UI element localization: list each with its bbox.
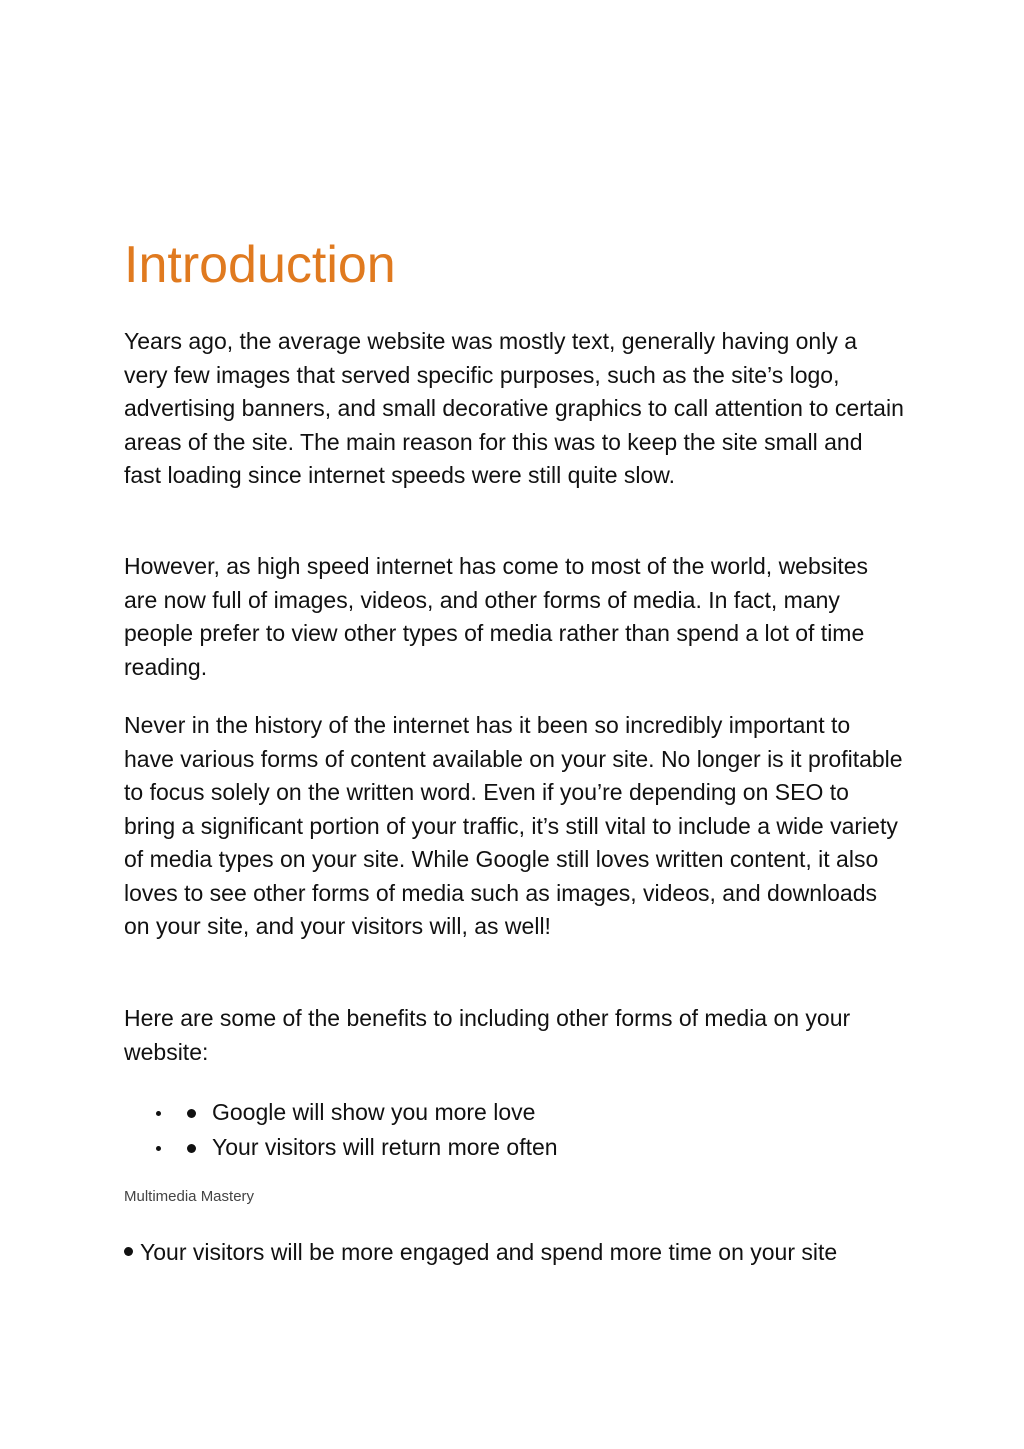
bullet-icon bbox=[156, 1111, 161, 1116]
benefits-list bbox=[124, 1095, 558, 1165]
list-item-text: Google will show you more love bbox=[212, 1099, 536, 1125]
list-item-text: Your visitors will return more often bbox=[212, 1134, 558, 1160]
continued-bullet-text: Your visitors will be more engaged and spend more time on your site bbox=[140, 1239, 838, 1265]
bullet-icon bbox=[187, 1109, 196, 1118]
bullet-icon bbox=[187, 1144, 196, 1153]
paragraph-4: Here are some of the benefits to including other forms of media on your website: bbox=[124, 1005, 851, 1065]
paragraph-1: Years ago, the average website was mostly text, generally having only a very few images that served specific purposes, such as the site’s logo, advertising banners, and small decorative graphics to call attention to certain areas of the site. The main reason for this was to keep the site small and fast loading since internet speeds were still quite slow. bbox=[124, 328, 904, 488]
running-footer: Multimedia Mastery bbox=[124, 1188, 255, 1205]
bullet-icon bbox=[124, 1247, 133, 1256]
bullet-icon bbox=[156, 1146, 161, 1151]
list-item bbox=[124, 1095, 558, 1130]
paragraph-2: However, as high speed internet has come to most of the world, websites are now full of images, videos, and other forms of media. In fact, many people prefer to view other types of media rather than spend a lot of time reading. bbox=[124, 553, 869, 680]
continued-bullet bbox=[124, 1236, 904, 1270]
list-item bbox=[124, 1130, 558, 1165]
page-title: Introduction bbox=[124, 236, 396, 294]
paragraph-3: Never in the history of the internet has it been so incredibly important to have various forms of content available on your site. No longer is it profitable to focus solely on the written word. Even if you’re depending on SEO to bring a significant portion of your traffic, it’s still vital to include a wide variety of media types on your site. While Google still loves written content, it also loves to see other forms of media such as images, videos, and downloads on your site, and your visitors will, as well! bbox=[124, 712, 903, 939]
